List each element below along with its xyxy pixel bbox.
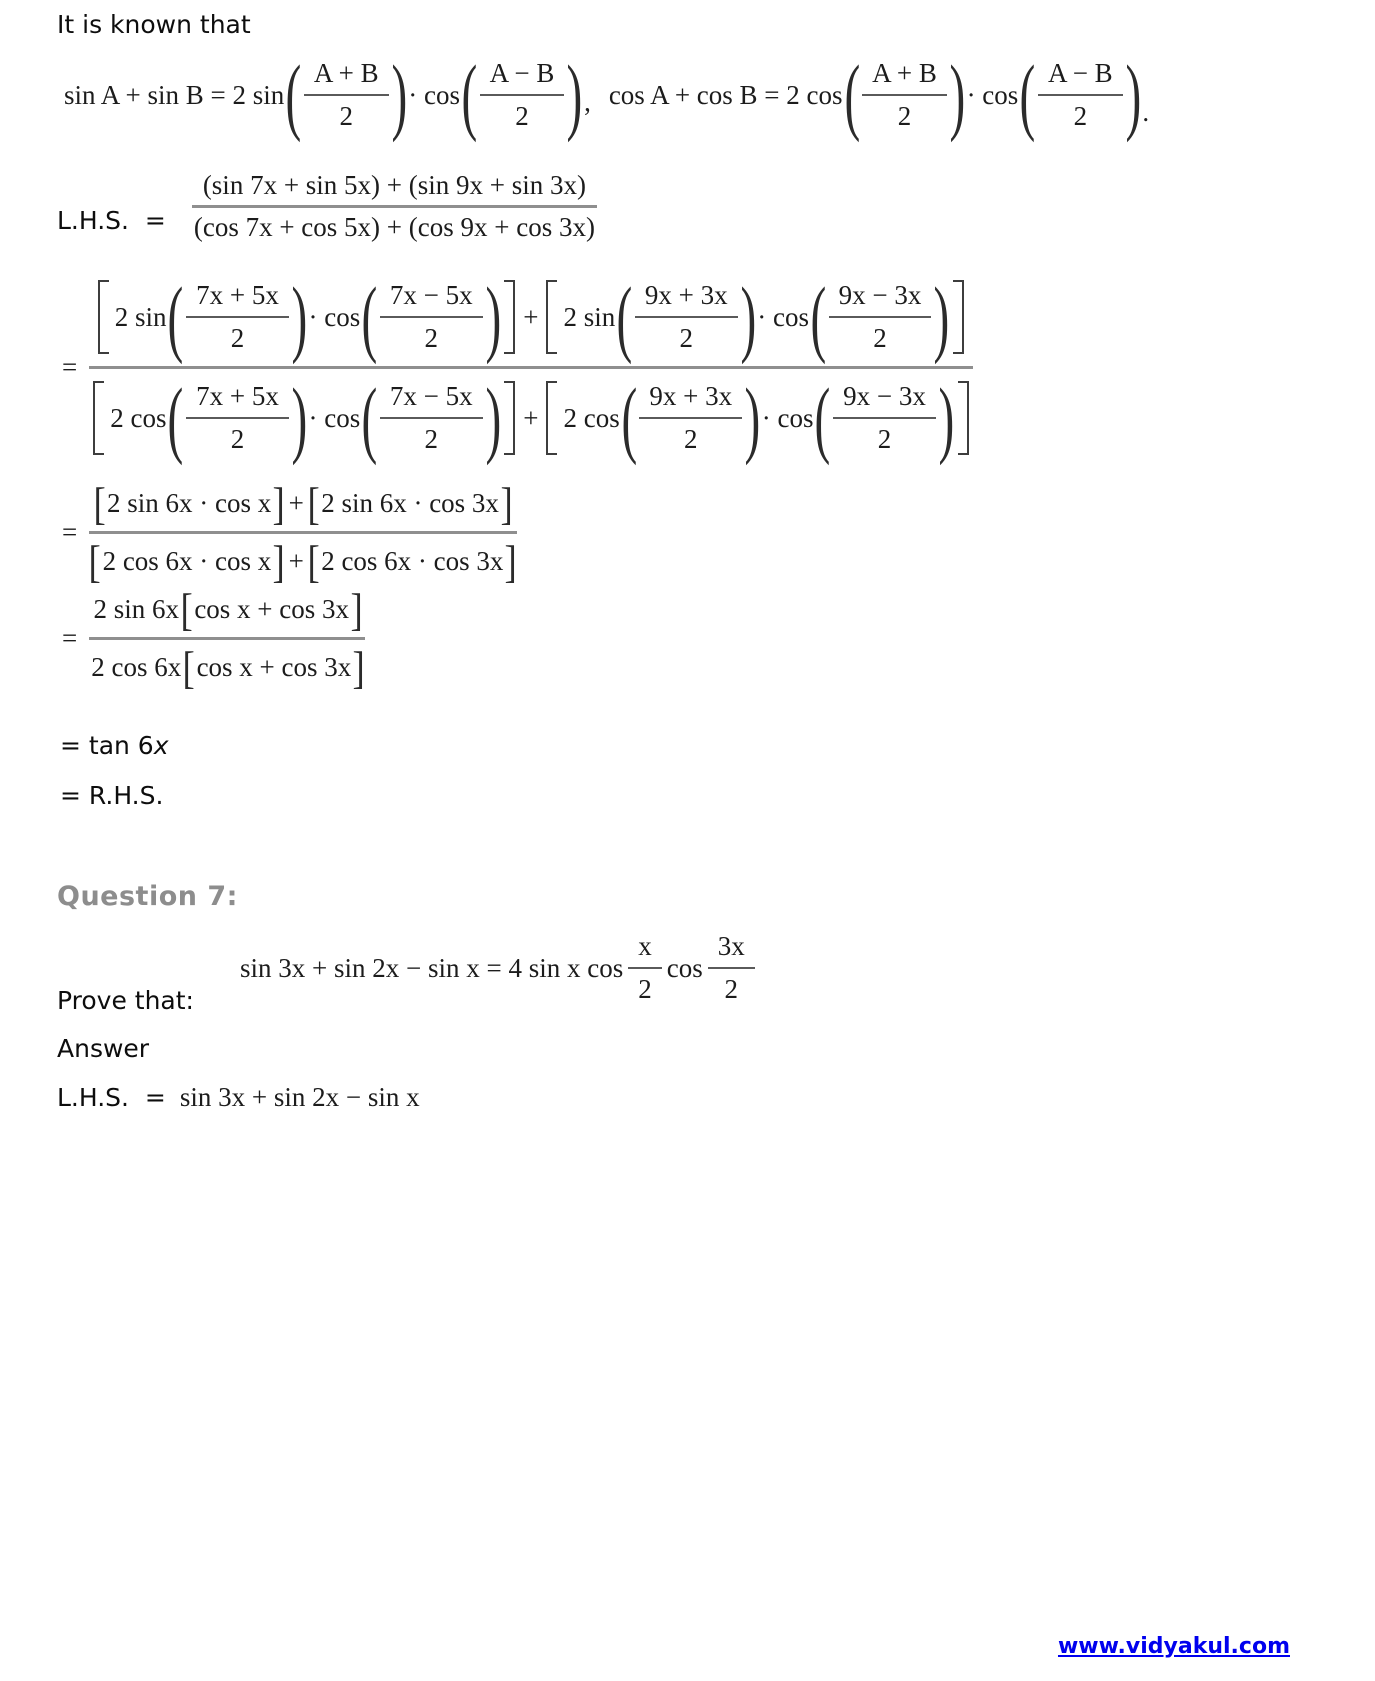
fraction	[380, 280, 483, 354]
fraction-numerator: 7x − 5x	[389, 381, 473, 411]
fraction	[833, 381, 936, 455]
fraction-numerator: 3x	[717, 931, 745, 961]
math-token: 2 cos	[563, 402, 620, 433]
equation-lhs-step1	[57, 170, 607, 243]
fraction-numerator: 9x − 3x	[843, 381, 926, 411]
right-bracket	[504, 381, 515, 455]
math-token: · cos	[408, 79, 461, 110]
big-fraction	[88, 477, 518, 587]
big-fraction	[192, 170, 597, 243]
math-token: 2 sin	[114, 301, 167, 332]
fraction-denominator	[192, 212, 597, 243]
math-token: 2 sin 6x · cos x	[107, 488, 272, 518]
math-token: sin A + sin B = 2 sin	[64, 79, 285, 110]
fraction	[628, 931, 662, 1005]
math-token: cos x + cos 3x	[196, 652, 352, 682]
prove-label: Prove that:	[57, 986, 194, 1015]
math-token: cos x + cos 3x	[194, 594, 350, 624]
fraction-denominator: 2	[380, 316, 483, 354]
fraction	[635, 280, 738, 354]
question-heading: Question 7:	[57, 881, 238, 912]
answer-label: Answer	[57, 1034, 150, 1063]
math-token: 2 cos	[110, 402, 167, 433]
math-token: = tan 6	[60, 731, 154, 760]
fraction-numerator: 2 sin 6x [ cos x + cos 3x ]	[93, 583, 363, 635]
left-bracket	[546, 381, 557, 455]
math-token: sin 3x + sin 2x − sin x	[179, 1082, 420, 1112]
fraction-bar	[89, 637, 364, 640]
right-bracket	[958, 381, 969, 455]
fraction-numerator: 9x + 3x	[644, 280, 728, 310]
comma: ,	[584, 87, 591, 117]
fraction-numerator: A + B	[872, 58, 937, 88]
math-token: · cos	[966, 79, 1019, 110]
fraction-numerator: 7x + 5x	[196, 280, 279, 310]
bracket-group: 2 cos ( $\frac{7x + 5x}{2}$ ) · cos ( $\frac{7x - 5x}{2}$ )	[89, 373, 519, 463]
fraction-bar	[89, 366, 972, 369]
math-token: 2 cos 6x · cos 3x	[321, 546, 504, 576]
fraction-denominator: 2	[628, 967, 662, 1005]
plus-sign: +	[288, 488, 304, 518]
fraction	[186, 280, 289, 354]
plus-sign: +	[523, 301, 539, 332]
fraction-numerator: A − B	[489, 58, 555, 88]
math-token: · cos	[757, 301, 809, 332]
footer-link[interactable]: www.vidyakul.com	[1057, 1634, 1290, 1659]
fraction-denominator: 2	[833, 417, 936, 455]
fraction	[1038, 58, 1123, 132]
fraction	[862, 58, 947, 132]
right-bracket	[504, 280, 515, 354]
equals-sign: =	[62, 352, 78, 382]
equation-question7	[238, 931, 758, 1005]
fraction	[304, 58, 389, 132]
equation-known-identity: sin A + sin B = 2 sin ( $\frac{A + B}{2}$ ) · cos ( $\frac{A - B}{2}$ ) , cos A + cos B = 2 cos ( $\frac{A + B}{2}$ ) · cos ( $\frac{A - B}{2}$ ) .	[64, 47, 1150, 143]
fraction-denominator: 2	[380, 417, 483, 455]
fraction-numerator: x	[638, 931, 652, 961]
fraction-numerator: [ 2 sin 6x · cos x ] + [ 2 sin 6x · cos 3x ]	[93, 477, 513, 529]
fraction	[380, 381, 483, 455]
fraction-denominator: 2	[186, 316, 289, 354]
left-bracket	[93, 381, 104, 455]
fraction-numerator	[201, 170, 588, 201]
fraction-numerator: A + B	[313, 58, 379, 88]
math-token: 2 sin	[563, 301, 616, 332]
fraction	[480, 58, 565, 132]
left-bracket	[546, 280, 557, 354]
fraction-denominator: 2	[186, 417, 289, 455]
fraction	[708, 931, 755, 1005]
big-fraction	[89, 269, 972, 466]
fraction-numerator	[94, 269, 968, 365]
plus-sign: +	[288, 546, 304, 576]
result-rhs-line: = R.H.S.	[60, 781, 164, 810]
fraction	[186, 381, 289, 455]
equation-lhs-step2	[60, 269, 983, 466]
math-token: cos A + cos B = 2 cos	[608, 79, 843, 110]
math-token: 2 sin 6x	[93, 594, 179, 624]
math-token: 2 cos 6x	[91, 652, 182, 682]
math-token: (cos 7x + cos 5x) + (cos 9x + cos 3x)	[193, 212, 595, 242]
period: .	[1142, 97, 1150, 127]
math-token: · cos	[308, 402, 361, 433]
right-bracket	[953, 280, 964, 354]
math-token: 2 sin 6x · cos 3x	[321, 488, 499, 518]
fraction-numerator: 9x − 3x	[838, 280, 922, 310]
math-token: 2 cos 6x · cos x	[102, 546, 272, 576]
lhs-label: L.H.S. =	[57, 1083, 166, 1112]
fraction-numerator: A − B	[1047, 58, 1113, 88]
lhs-label: L.H.S. =	[57, 206, 166, 235]
fraction-numerator: 9x + 3x	[649, 381, 733, 411]
variable-x: x	[153, 731, 169, 760]
bracket-group: 2 sin ( $\frac{9x + 3x}{2}$ ) · cos ( $\frac{9x - 3x}{2}$ )	[542, 272, 968, 362]
fraction-bar	[192, 205, 597, 208]
fraction-denominator: 2	[1038, 94, 1123, 132]
fraction-numerator: 7x + 5x	[196, 381, 279, 411]
bracket-group: 2 cos ( $\frac{9x + 3x}{2}$ ) · cos ( $\frac{9x - 3x}{2}$ )	[542, 373, 972, 463]
fraction	[639, 381, 742, 455]
fraction-denominator: [ 2 cos 6x · cos x ] + [ 2 cos 6x · cos 3x ]	[88, 535, 518, 587]
fraction-denominator: 2	[635, 316, 738, 354]
fraction-denominator: 2	[480, 94, 565, 132]
fraction-numerator: 7x − 5x	[389, 280, 473, 310]
equation-lhs-step4	[60, 583, 375, 693]
math-token: cos	[666, 952, 703, 983]
bracket-group: 2 sin ( $\frac{7x + 5x}{2}$ ) · cos ( $\frac{7x - 5x}{2}$ )	[94, 272, 520, 362]
fraction-denominator: 2	[829, 316, 932, 354]
equals-sign: =	[62, 623, 78, 653]
equals-sign: =	[62, 517, 78, 547]
equation-lhs-step3	[60, 477, 527, 587]
fraction-denominator: 2	[862, 94, 947, 132]
math-token: · cos	[308, 301, 361, 332]
math-token: sin 3x + sin 2x − sin x = 4 sin x cos	[240, 952, 624, 983]
math-token: · cos	[761, 402, 814, 433]
equation-lhs-q7	[57, 1082, 422, 1113]
left-bracket	[98, 280, 109, 354]
fraction-denominator	[89, 370, 972, 466]
fraction	[829, 280, 932, 354]
fraction-denominator: 2 cos 6x [ cos x + cos 3x ]	[91, 641, 366, 693]
result-tan-line	[60, 731, 169, 760]
intro-text: It is known that	[57, 10, 251, 39]
big-fraction	[89, 583, 366, 693]
math-token: (sin 7x + sin 5x) + (sin 9x + sin 3x)	[202, 170, 586, 200]
fraction-denominator: 2	[639, 417, 742, 455]
fraction-denominator: 2	[708, 967, 755, 1005]
plus-sign: +	[523, 402, 539, 433]
fraction-bar	[89, 531, 517, 534]
fraction-denominator: 2	[304, 94, 389, 132]
